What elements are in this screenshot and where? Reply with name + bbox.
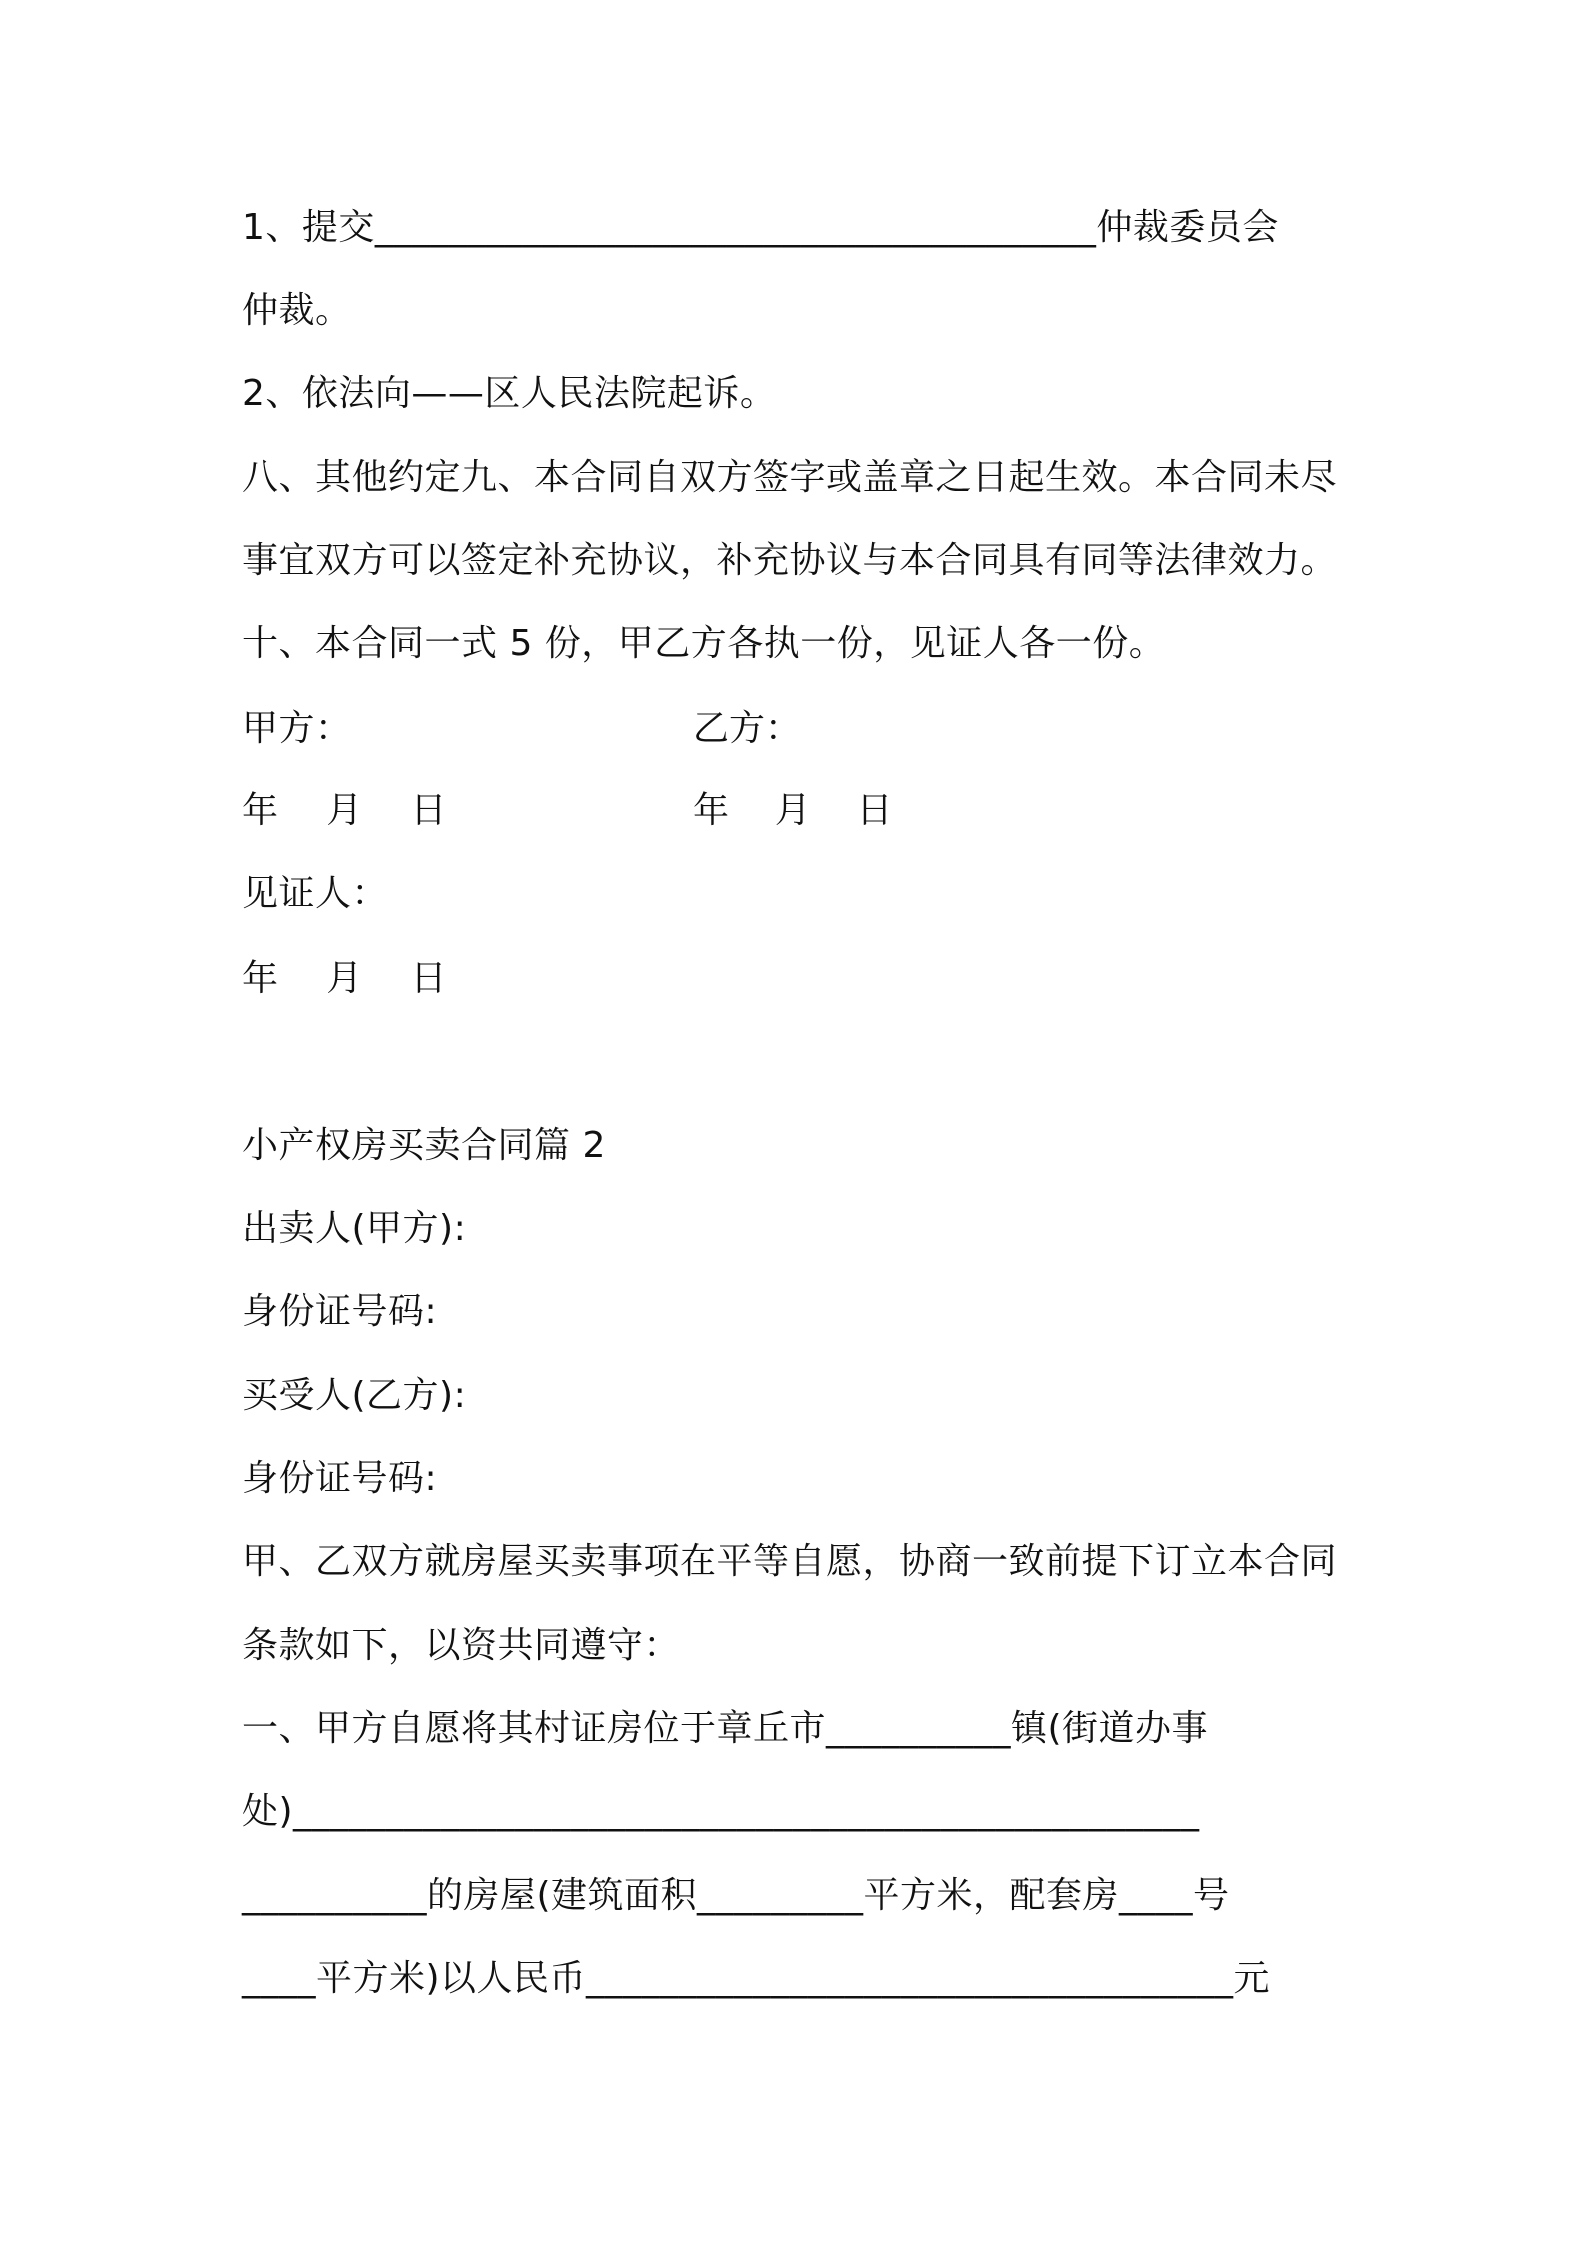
seller-label: 出卖人(甲方):	[242, 1208, 467, 1249]
party-b-date: 年 月 日	[693, 790, 893, 831]
clause-eight-nine-cont: 事宜双方可以签定补充协议，补充协议与本合同具有同等法律效力。	[242, 540, 1338, 581]
buyer-id-label: 身份证号码:	[242, 1458, 438, 1499]
party-b-label: 乙方：	[693, 708, 802, 749]
clause-arbitration-1: 1、提交_______________________________________仲裁委员会	[242, 207, 1279, 248]
clause-one-line-3: __________的房屋(建筑面积_________平方米，配套房____号	[242, 1875, 1230, 1916]
clause-ten: 十、本合同一式 5 份，甲乙方各执一份，见证人各一份。	[242, 623, 1166, 664]
preamble-line-1: 甲、乙双方就房屋买卖事项在平等自愿，协商一致前提下订立本合同	[242, 1541, 1338, 1582]
seller-id-label: 身份证号码:	[242, 1291, 438, 1332]
witness-label: 见证人：	[242, 873, 389, 914]
party-a-date: 年 月 日	[242, 790, 448, 831]
clause-eight-nine: 八、其他约定九、本合同自双方签字或盖章之日起生效。本合同未尽	[242, 457, 1338, 498]
party-a-label: 甲方：	[242, 708, 352, 749]
clause-one-line-4: ____平方米)以人民币___________________________________元	[242, 1958, 1271, 1999]
clause-one-line-2: 处)_________________________________________________	[242, 1791, 1200, 1832]
buyer-label: 买受人(乙方):	[242, 1375, 467, 1416]
clause-arbitration-1-cont: 仲裁。	[242, 290, 352, 331]
witness-date: 年 月 日	[242, 958, 448, 999]
preamble-line-2: 条款如下，以资共同遵守：	[242, 1625, 681, 1666]
section-title: 小产权房买卖合同篇 2	[242, 1125, 606, 1166]
clause-court: 2、依法向——区人民法院起诉。	[242, 373, 777, 414]
clause-one-line-1: 一、甲方自愿将其村证房位于章丘市__________镇(街道办事	[242, 1708, 1209, 1749]
